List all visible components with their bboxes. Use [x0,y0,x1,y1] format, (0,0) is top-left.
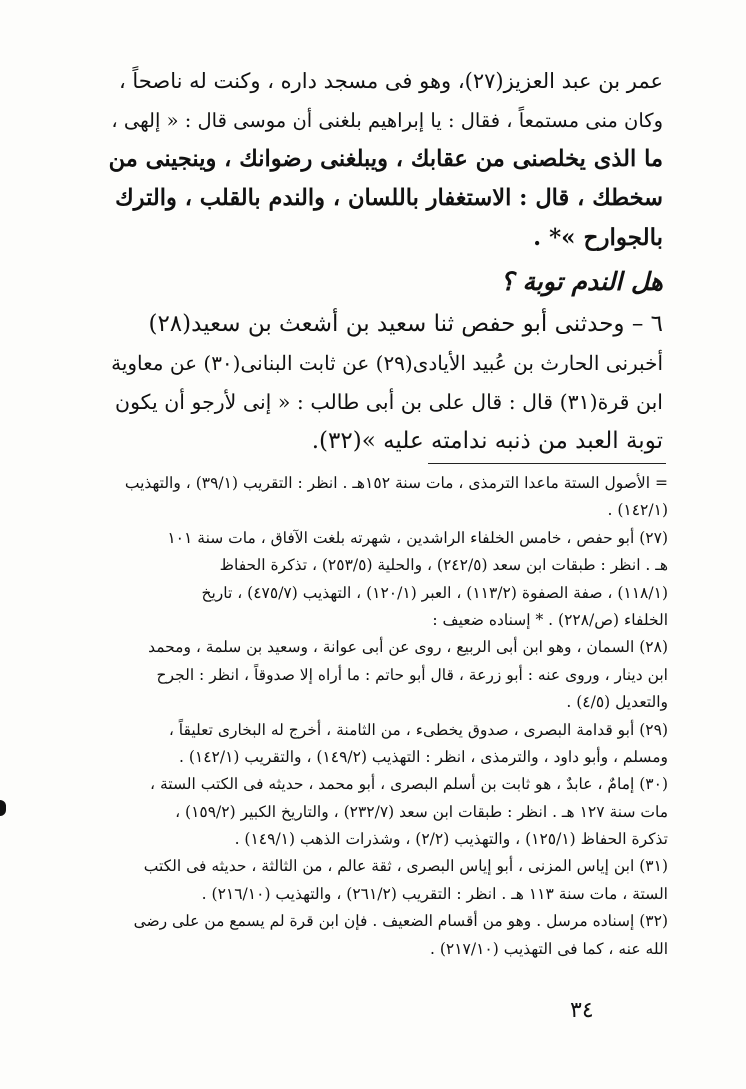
footnote-line: الله عنه ، كما فى التهذيب (٢١٧/١٠) . [430,939,668,958]
text-line: أخبرنى الحارث بن عُبيد الأيادى(٢٩) عن ثابت البنانى(٣٠) عن معاوية [111,351,663,375]
text-line-bold: سخطك ، قال : الاستغفار باللسان ، والندم بالقلب ، والترك [115,185,663,211]
footnote-line: الخلفاء (ص/٢٢٨) . * إسناده ضعيف : [432,610,668,629]
footnote-line: (٢٨) السمان ، وهو ابن أبى الربيع ، روى عن أبى عوانة ، وسعيد بن سلمة ، ومحمد [148,638,668,657]
text-line: ٦ – وحدثنى أبو حفص ثنا سعيد بن أشعث بن سعيد(٢٨) [148,311,663,337]
margin-ink-mark [0,800,6,816]
footnote-line: (٣٢) إسناده مرسل . وهو من أقسام الضعيف . فإن ابن قرة لم يسمع من على رضى [133,912,668,931]
footnote-line: (٣١) ابن إياس المزنى ، أبو إياس البصرى ، ثقة عالم ، من الثالثة ، حديثه فى الكتب [143,857,668,876]
footnote-line: هـ . انظر : طبقات ابن سعد (٢٤٢/٥) ، والحلية (٢٥٣/٥) ، تذكرة الحفاظ [219,556,668,575]
footnote-line: (٣٠) إمامٌ ، عابدٌ ، هو ثابت بن أسلم البصرى ، أبو محمد ، حديثه فى الكتب الستة ، [150,775,668,794]
main-paragraph [108,62,663,257]
footnote-line: = الأصول الستة ماعدا الترمذى ، مات سنة ١٥٢هـ . انظر : التقريب (٣٩/١) ، والتهذيب [124,474,668,492]
text-line: عمر بن عبد العزيز(٢٧)، وهو فى مسجد داره ، وكنت له ناصحاً ، [118,69,663,93]
narration-paragraph [108,305,663,461]
footnote-line: مات سنة ١٢٧ هـ . انظر : طبقات ابن سعد (٢٣٢/٧) ، والتاريخ الكبير (١٥٩/٢) ، [175,802,668,821]
text-line: وكان منى مستمعاً ، فقال : يا إبراهيم بلغنى أن موسى قال : « إلهى ، [111,109,663,132]
footnote-divider [428,463,666,464]
text-line-bold: بالجوارح »* . [533,224,663,251]
footnote-line: (٢٧) أبو حفص ، خامس الخلفاء الراشدين ، شهرته بلغت الآفاق ، مات سنة ١٠١ [167,528,668,547]
footnote-line: (١١٨/١) ، صفة الصفوة (١١٣/٢) ، العبر (١٢٠/١) ، التهذيب (٤٧٥/٧) ، تاريخ [201,583,668,602]
footnote-line: ابن دينار ، وروى عنه : أبو زرعة ، قال أبو حاتم : ما أراه إلا صدوقاً ، انظر : الجرح [156,665,668,684]
footnotes [100,470,668,963]
text-line: ابن قرة(٣١) قال : قال على بن أبى طالب : « إنى لأرجو أن يكون [115,390,663,414]
footnote-line: (٢٩) أبو قدامة البصرى ، صدوق يخطىء ، من الثامنة ، أخرج له البخارى تعليقاً ، [168,720,668,739]
section-heading: هل الندم توبة ؟ [500,267,663,296]
text-line: توبة العبد من ذنبه ندامته عليه »(٣٢). [311,428,663,454]
footnote-line: (١٤٢/١) . [607,501,668,520]
page-number: ٣٤ [570,998,594,1023]
footnote-line: ومسلم ، وأبو داود ، والترمذى ، انظر : التهذيب (١٤٩/٢) ، والتقريب (١٤٢/١) . [178,747,668,766]
footnote-line: تذكرة الحفاظ (١٢٥/١) ، والتهذيب (٢/٢) ، وشذرات الذهب (١٤٩/١) . [234,830,668,849]
footnote-line: الستة ، مات سنة ١١٣ هـ . انظر : التقريب (٢٦١/٢) ، والتهذيب (٢١٦/١٠) . [201,884,668,903]
text-line-bold: ما الذى يخلصنى من عقابك ، ويبلغنى رضوانك ، وينجينى من [108,146,663,172]
footnote-line: والتعديل (٤/٥) . [566,693,668,712]
